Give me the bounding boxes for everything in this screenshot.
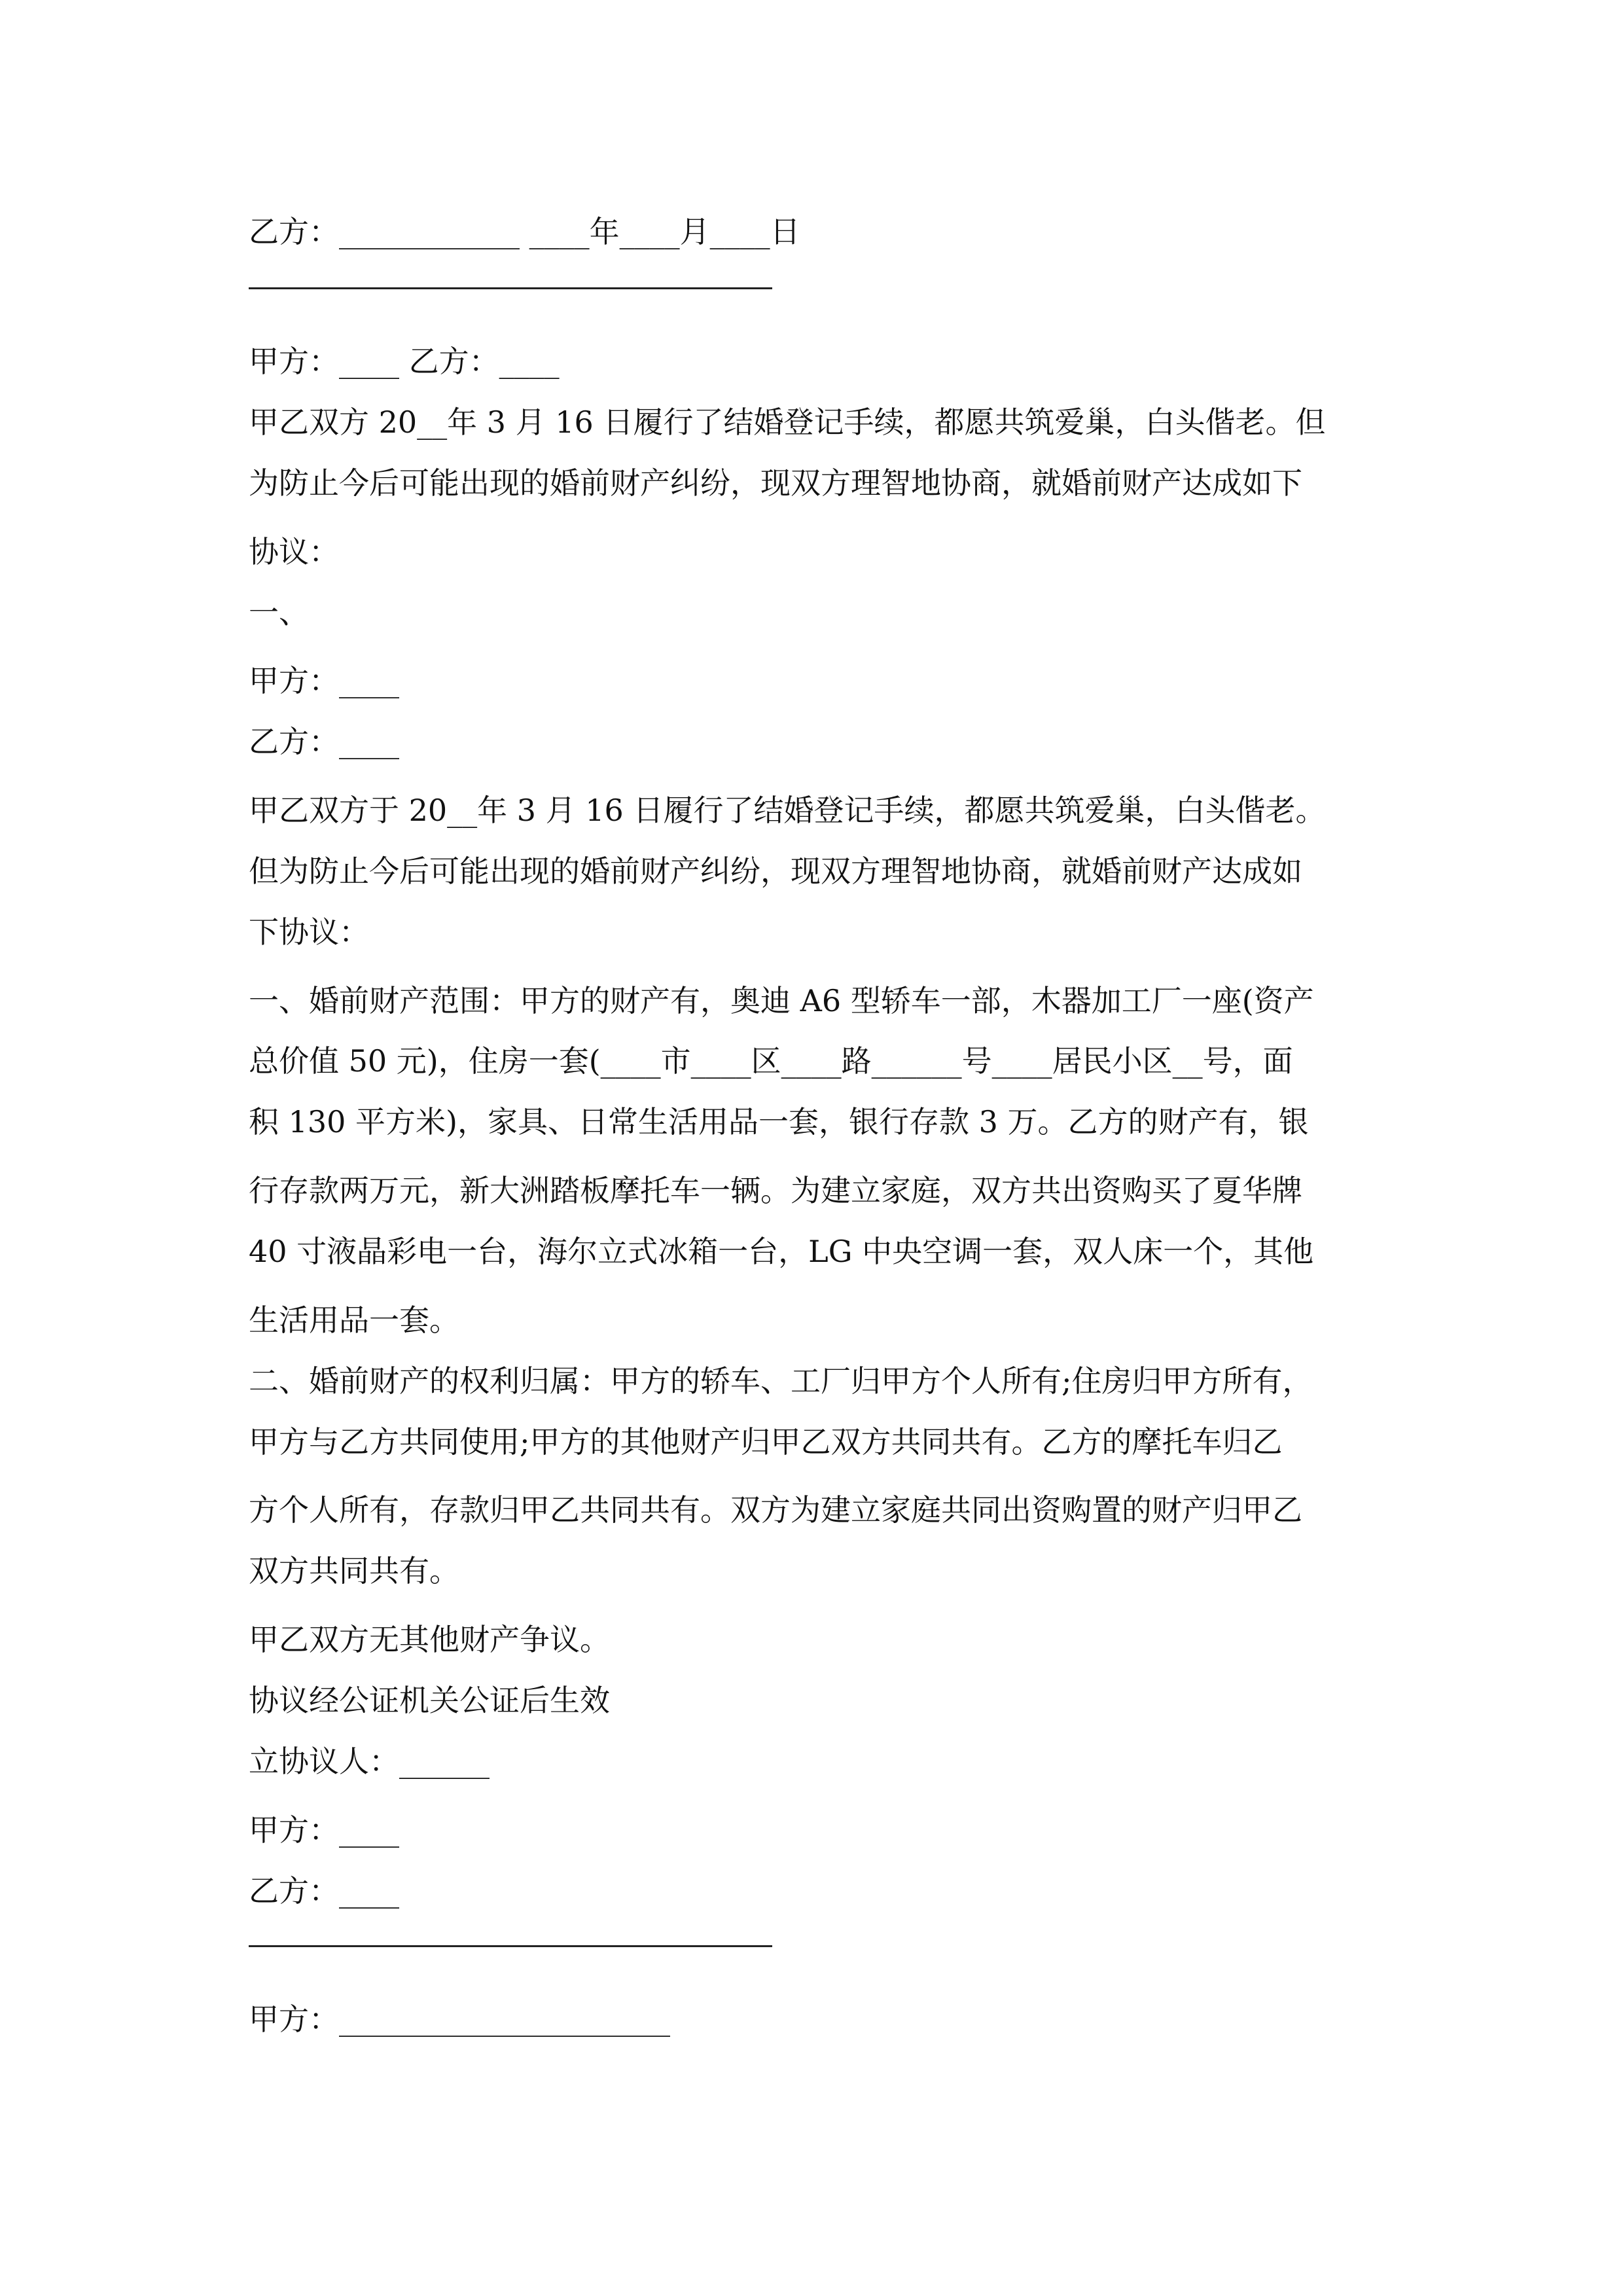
- paragraph-line: 为防止今后可能出现的婚前财产纠纷，现双方理智地协商，就婚前财产达成如下: [249, 465, 1302, 501]
- clause-one-line: 40 寸液晶彩电一台，海尔立式冰箱一台，LG 中央空调一套，双人床一个，其他: [249, 1234, 1314, 1269]
- clause-two-line: 甲方与乙方共同使用;甲方的其他财产归甲乙双方共同共有。乙方的摩托车归乙: [249, 1424, 1283, 1460]
- clause-one-line: 积 130 平方米)，家具、日常生活用品一套，银行存款 3 万。乙方的财产有，银: [249, 1104, 1309, 1139]
- no-dispute-statement: 甲乙双方无其他财产争议。: [249, 1622, 610, 1657]
- clause-one-line: 行存款两万元，新大洲踏板摩托车一辆。为建立家庭，双方共出资购买了夏华牌: [249, 1173, 1302, 1208]
- paragraph-line: 协议：: [249, 534, 339, 569]
- section-divider: [249, 1945, 772, 1947]
- clause-two-line: 二、婚前财产的权利归属：甲方的轿车、工厂归甲方个人所有;住房归甲方所有，: [249, 1363, 1313, 1399]
- clause-one-line: 生活用品一套。: [249, 1302, 459, 1338]
- paragraph-line: 甲乙双方于 20__年 3 月 16 日履行了结婚登记手续，都愿共筑爱巢，白头偕老。: [249, 793, 1326, 828]
- notarization-statement: 协议经公证机关公证后生效: [249, 1683, 610, 1718]
- paragraph-line: 下协议：: [249, 914, 369, 950]
- paragraph-line: 但为防止今后可能出现的婚前财产纠纷，现双方理智地协商，就婚前财产达成如: [249, 853, 1302, 889]
- party-b-date-line: 乙方：____________ ____年____月____日: [249, 214, 800, 249]
- signatory-line: 立协议人：______: [249, 1744, 490, 1779]
- party-a-line: 甲方：______________________: [249, 2001, 670, 2037]
- party-a-signature-line: 甲方：____: [249, 1812, 399, 1848]
- clause-one-line: 总价值 50 元)，住房一套(____市____区____路______号____居民小区__号，面: [249, 1043, 1293, 1079]
- section-number: 一、: [249, 595, 309, 630]
- party-b-line: 乙方：____: [249, 724, 399, 759]
- party-a-line: 甲方：____: [249, 663, 399, 698]
- clause-one-line: 一、婚前财产范围：甲方的财产有，奥迪 A6 型轿车一部，木器加工厂一座(资产: [249, 983, 1314, 1018]
- party-a-b-line: 甲方：____ 乙方：____: [249, 344, 560, 379]
- section-divider: [249, 287, 772, 289]
- paragraph-line: 甲乙双方 20__年 3 月 16 日履行了结婚登记手续，都愿共筑爱巢，白头偕老。但: [249, 404, 1326, 440]
- party-b-signature-line: 乙方：____: [249, 1873, 399, 1909]
- clause-two-line: 方个人所有，存款归甲乙共同共有。双方为建立家庭共同出资购置的财产归甲乙: [249, 1492, 1302, 1528]
- clause-two-line: 双方共同共有。: [249, 1553, 459, 1588]
